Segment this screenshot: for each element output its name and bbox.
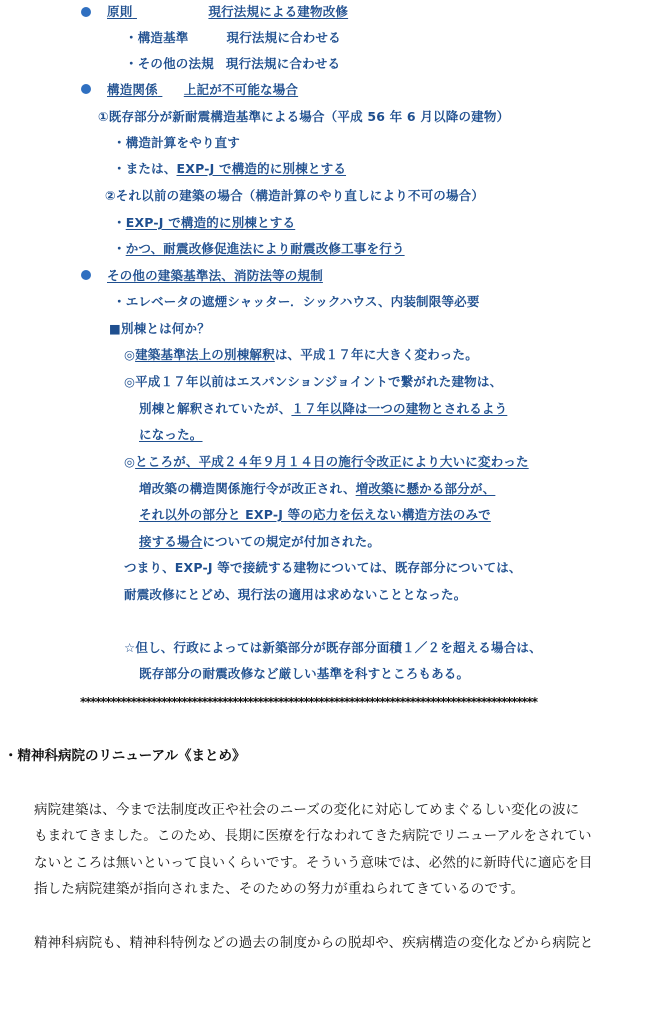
- outline-line-21: 接する場合についての規定が付加された。: [139, 534, 381, 549]
- outline-line-24: ☆但し、行政によっては新築部分が既存部分面積１／２を超える場合は、: [124, 640, 542, 655]
- outline-line-08: ②それ以前の建築の場合（構造計算のやり直しにより不可の場合）: [105, 188, 485, 203]
- outline-line-07: ・または、EXP-J で構造的に別棟とする: [113, 161, 347, 176]
- outline-line-18: ◎ところが、平成２４年９月１４日の施行令改正により大いに変わった: [124, 454, 529, 469]
- principle-label: 原則: [107, 4, 133, 19]
- principle-text: 現行法規による建物改修: [208, 4, 349, 19]
- outline-line-15: ◎平成１７年以前はエスパンションジョイントで繋がれた建物は、: [124, 374, 503, 389]
- outline-line-10: ・かつ、耐震改修促進法により耐震改修工事を行う: [113, 241, 405, 256]
- asterisk-separator: ******************************************************************************************: [80, 695, 537, 709]
- paragraph-line-1: 病院建築は、今まで法制度改正や社会のニーズの変化に対応してめまぐるしい変化の波に: [34, 802, 580, 818]
- outline-line-13: ■別棟とは何か？: [109, 321, 210, 336]
- paragraph-line-3: ないところは無いといって良いくらいです。そういう意味では、必然的に新時代に適応を目: [34, 855, 593, 871]
- bullet-dot-1: [81, 7, 91, 17]
- section-heading: ・精神科病院のリニューアル《まとめ》: [4, 748, 246, 764]
- outline-line-11: その他の建築基準法、消防法等の規制: [107, 268, 323, 283]
- outline-line-04: 構造関係 上記が不可能な場合: [107, 82, 299, 97]
- outline-line-05: ①既存部分が新耐震構造基準による場合（平成 56 年 6 月以降の建物）: [98, 109, 510, 124]
- outline-line-22: つまり、EXP-J 等で接続する建物については、既存部分については、: [124, 560, 522, 575]
- outline-line-06: ・構造計算をやり直す: [113, 135, 241, 150]
- outline-line-16: 別棟と解釈されていたが、１７年以降は一つの建物とされるよう: [139, 401, 508, 416]
- outline-line-02: ・構造基準 現行法規に合わせる: [125, 30, 341, 45]
- bullet-dot-2: [81, 84, 91, 94]
- outline-line-12: ・エレベータの遮煙シャッター．シックハウス、内装制限等必要: [113, 294, 480, 309]
- outline-line-01: [107, 4, 348, 20]
- outline-line-17: になった。: [139, 427, 203, 442]
- outline-line-20: それ以外の部分と EXP-J 等の応力を伝えない構造方法のみで: [139, 507, 491, 522]
- paragraph-line-4: 指した病院建築が指向されまた、そのための努力が重ねられてきているのです。: [34, 881, 525, 897]
- outline-line-14: ◎建築基準法上の別棟解釈は、平成１７年に大きく変わった。: [124, 347, 478, 362]
- outline-line-09: ・EXP-J で構造的に別棟とする: [113, 215, 296, 230]
- outline-line-25: 既存部分の耐震改修など厳しい基準を科すところもある。: [139, 666, 470, 681]
- outline-line-19: 増改築の構造関係施行令が改正され、増改築に懸かる部分が、: [139, 481, 496, 496]
- paragraph-line-2: もまれてきました。このため、長期に医療を行なわれてきた病院でリニューアルをされてい: [34, 828, 592, 844]
- paragraph-line-5: 精神科病院も、精神科特例などの過去の制度からの脱却や、疾病構造の変化などから病院と: [34, 935, 594, 951]
- outline-line-03: ・その他の法規 現行法規に合わせる: [125, 56, 341, 71]
- outline-line-23: 耐震改修にとどめ、現行法の適用は求めないこととなった。: [124, 587, 467, 602]
- bullet-dot-3: [81, 270, 91, 280]
